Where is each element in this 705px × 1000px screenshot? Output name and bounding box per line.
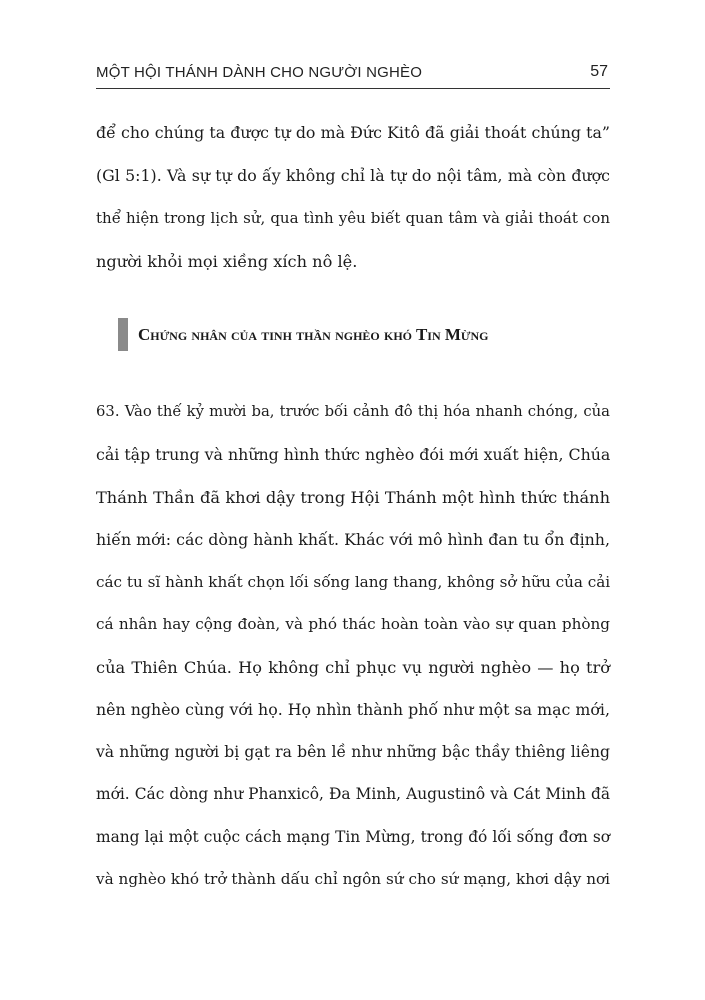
text-line: (Gl 5:1). Và sự tự do ấy không chỉ là tự do nội tâm, mà còn được — [96, 166, 610, 185]
text-line: nên nghèo cùng với họ. Họ nhìn thành phố như một sa mạc mới, — [96, 700, 610, 719]
running-title: MỘT HỘI THÁNH DÀNH CHO NGƯỜI NGHÈO — [96, 64, 423, 81]
text-line: mang lại một cuộc cách mạng Tin Mừng, trong đó lối sống đơn sơ — [96, 828, 610, 846]
text-line: hiến mới: các dòng hành khất. Khác với mô hình đan tu ổn định, — [96, 530, 610, 549]
page-number: 57 — [590, 63, 608, 80]
text-line: 63. Vào thế kỷ mười ba, trước bối cảnh đô thị hóa nhanh chóng, của — [96, 403, 610, 420]
text-line: Thánh Thần đã khơi dậy trong Hội Thánh một hình thức thánh — [96, 488, 610, 507]
running-header — [96, 64, 610, 89]
text-line: người khỏi mọi xiềng xích nô lệ. — [96, 252, 358, 271]
text-line: để cho chúng ta được tự do mà Đức Kitô đã giải thoát chúng ta” — [96, 123, 610, 142]
section-heading: Chứng nhân của tinh thần nghèo khó Tin Mừng — [138, 325, 489, 344]
text-line: các tu sĩ hành khất chọn lối sống lang thang, không sở hữu của cải — [96, 573, 611, 591]
text-line: cá nhân hay cộng đoàn, và phó thác hoàn toàn vào sự quan phòng — [96, 615, 610, 633]
text-line: thể hiện trong lịch sử, qua tình yêu biết quan tâm và giải thoát con — [96, 209, 610, 227]
text-line: cải tập trung và những hình thức nghèo đói mới xuất hiện, Chúa — [96, 445, 611, 464]
text-line: và nghèo khó trở thành dấu chỉ ngôn sứ cho sứ mạng, khơi dậy nơi — [96, 870, 610, 888]
section-marker-bar — [118, 318, 128, 351]
text-line: và những người bị gạt ra bên lề như những bậc thầy thiêng liêng — [96, 743, 610, 761]
text-line: mới. Các dòng như Phanxicô, Đa Minh, Augustinô và Cát Minh đã — [96, 785, 610, 803]
text-line: của Thiên Chúa. Họ không chỉ phục vụ người nghèo — họ trở — [96, 658, 610, 677]
